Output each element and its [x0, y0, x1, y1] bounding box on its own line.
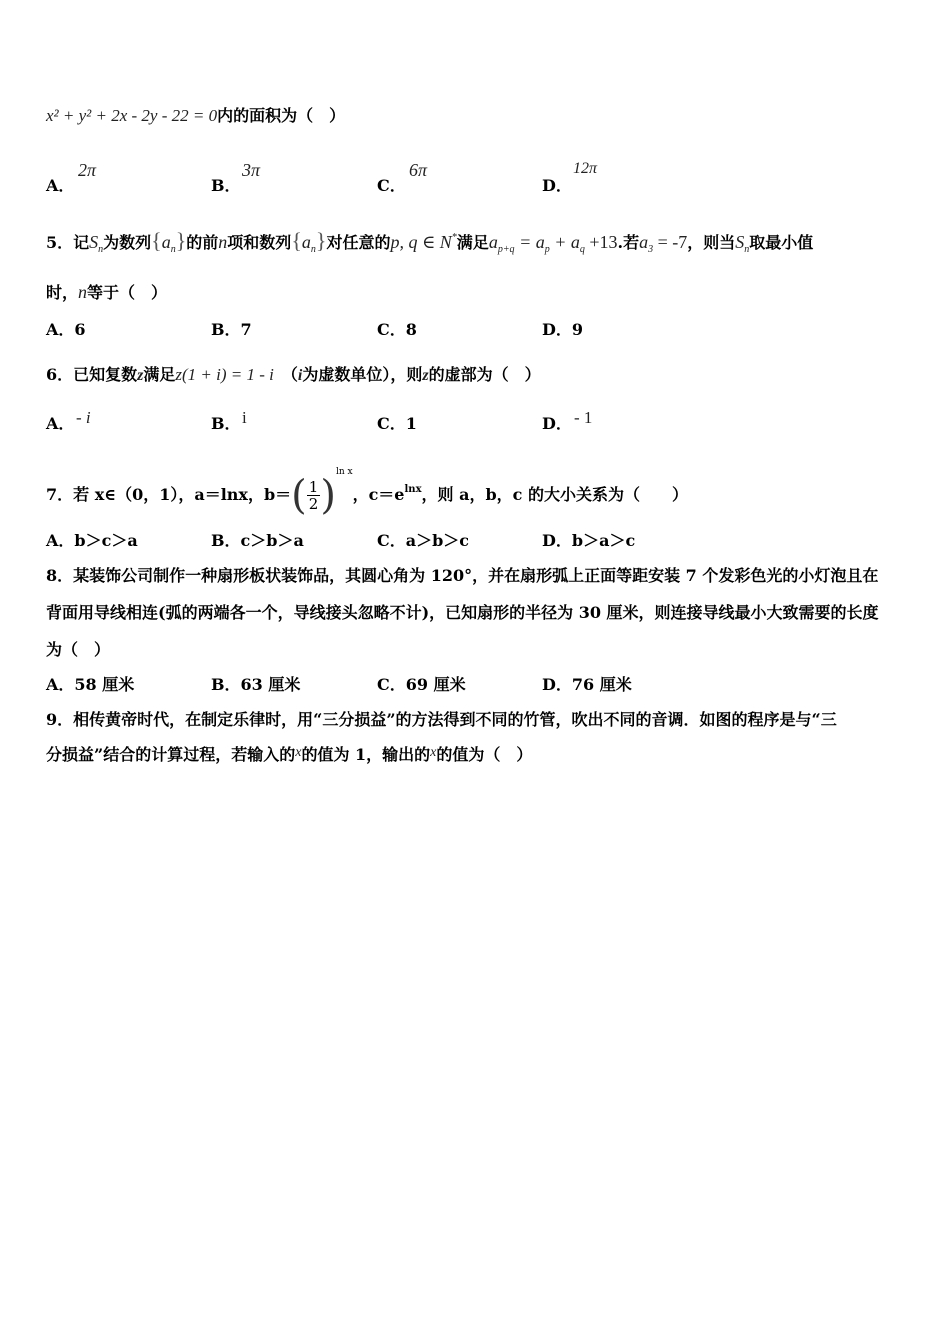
q5-an-set: $\{a_n\}$ [151, 228, 187, 255]
q9-line2-b: 的值为 1，输出的 [301, 745, 431, 764]
q5-pq: p, q ∈ N* [390, 232, 457, 252]
q5-line2-a: 时， [46, 283, 79, 302]
q4-option-a-value: 2π [78, 160, 97, 180]
q8-stem-line2: 背面用导线相连(弧的两端各一个，导线接头忽略不计)，已知扇形的半径为 30 厘米，则连接导线最小大致需要的长度 [46, 603, 879, 622]
q7-prefix: 7．若 x∈（0，1），a＝lnx，b＝ [46, 485, 292, 504]
q8-stem-line1: 8．某装饰公司制作一种扇形板状装饰品，其圆心角为 120°，并在扇形弧上正面等距安装 7 个发彩色光的小灯泡且在 [46, 566, 879, 585]
q4-equation: x² + y² + 2x - 2y - 22 = 0 [46, 106, 218, 125]
q6-option-b-label: B． [211, 414, 241, 433]
q5-line2-b: 等于（ ） [87, 283, 168, 302]
q5-option-b: B．7 [211, 320, 252, 339]
q7-option-a: A．b＞c＞a [46, 531, 138, 550]
q6-z-2: z [422, 367, 429, 384]
q5-text-5: 满足 [456, 233, 489, 252]
q6-equation: z(1 + i) = 1 - i [175, 365, 274, 384]
q5-stem-line1 [46, 228, 813, 255]
q5-an-set-2: $\{a_n\}$ [291, 228, 327, 255]
q6-option-a-value: - i [76, 408, 91, 427]
q6-text-4: 的虚部为（ ） [428, 365, 541, 384]
q8-option-c: C．69 厘米 [377, 675, 466, 694]
q4-option-a-label: A． [46, 176, 75, 195]
q5-text-7: ，则当 [687, 233, 736, 252]
q6-option-c: C．1 [377, 414, 417, 433]
q5-stem-line2 [46, 280, 167, 303]
q8-option-b: B．63 厘米 [211, 675, 301, 694]
q7-option-b: B．c＞b＞a [211, 531, 304, 550]
q9-x: x [295, 745, 302, 760]
q6-stem [46, 362, 541, 385]
q5-recurrence: $a_{p+q} = a_p + a_q +13$ [488, 232, 618, 255]
q4-option-d-value: 12π [573, 160, 598, 177]
q7-text-2: ，则 a，b，c 的大小关系为（ ） [421, 485, 688, 504]
q7-exponent: ln x [335, 467, 353, 477]
q9-stem-line1: 9．相传黄帝时代，在制定乐律时，用“三分损益”的方法得到不同的竹管，吹出不同的音调．如图的程序是与“三 [46, 710, 837, 729]
q4-option-b-label: B． [211, 176, 241, 195]
q5-text-2: 的前 [186, 233, 219, 252]
q9-line2-a: 分损益”结合的计算过程，若输入的 [46, 745, 296, 764]
q6-z: z [137, 367, 144, 384]
q5-text-6: .若 [617, 233, 640, 252]
q7-stem: 7．若 x∈（0，1），a＝lnx，b＝( $\frac{1}{2}$ )$^{ln x}$，$c=e^{lnx}$，则 a，b，c 的大小关系为（ ） [46, 467, 688, 519]
q5-option-c: C．8 [377, 320, 417, 339]
q6-text-3: 为虚数单位），则 [302, 365, 423, 384]
q7-fraction: $\frac{1}{2}$ [308, 478, 319, 513]
q6-text-1: 满足 [143, 365, 176, 384]
q7-text-1: ，c＝e [352, 485, 405, 504]
q5-Sn: $S_n$ [89, 232, 104, 255]
q5-n: n [218, 232, 228, 252]
q5-a3: $a_3 = -7$ [639, 232, 688, 255]
q5-option-d: D．9 [542, 320, 584, 339]
q5-text-4: 对任意的 [326, 233, 391, 252]
q8-option-d: D．76 厘米 [542, 675, 632, 694]
q4-option-d-label: D． [542, 176, 572, 195]
q7-option-d: D．b＞a＞c [542, 531, 636, 550]
q5-text-3: 项和数列 [227, 233, 292, 252]
q4-option-b-value: 3π [242, 160, 261, 180]
q6-prefix: 6．已知复数 [46, 365, 138, 384]
q8-option-a: A．58 厘米 [46, 675, 135, 694]
q6-option-d-value: - 1 [574, 408, 593, 427]
q5-option-a: A．6 [46, 320, 86, 339]
q6-option-a-label: A． [46, 414, 75, 433]
q7-c-exponent: lnx [404, 484, 422, 495]
q6-i: i [297, 367, 303, 384]
q4-stem [46, 103, 345, 126]
q4-option-c-value: 6π [409, 160, 428, 180]
q9-line2-c: 的值为（ ） [436, 745, 533, 764]
q8-stem-line3: 为（ ） [46, 640, 111, 659]
q5-n-2: n [78, 282, 88, 302]
q9-x-2: x [430, 745, 437, 760]
q5-Sn-2: $S_n$ [735, 232, 750, 255]
q4-option-c-label: C． [377, 176, 406, 195]
q5-text-1: 为数列 [103, 233, 152, 252]
q5-text-8: 取最小值 [749, 233, 814, 252]
q6-option-b-value: i [242, 408, 247, 427]
q7-option-c: C．a＞b＞c [377, 531, 470, 550]
q9-stem-line2 [46, 742, 532, 765]
q6-option-d-label: D． [542, 414, 572, 433]
q5-prefix: 5．记 [46, 233, 90, 252]
q6-text-2: （ [289, 365, 298, 384]
q4-text: 内的面积为（ ） [217, 106, 346, 125]
